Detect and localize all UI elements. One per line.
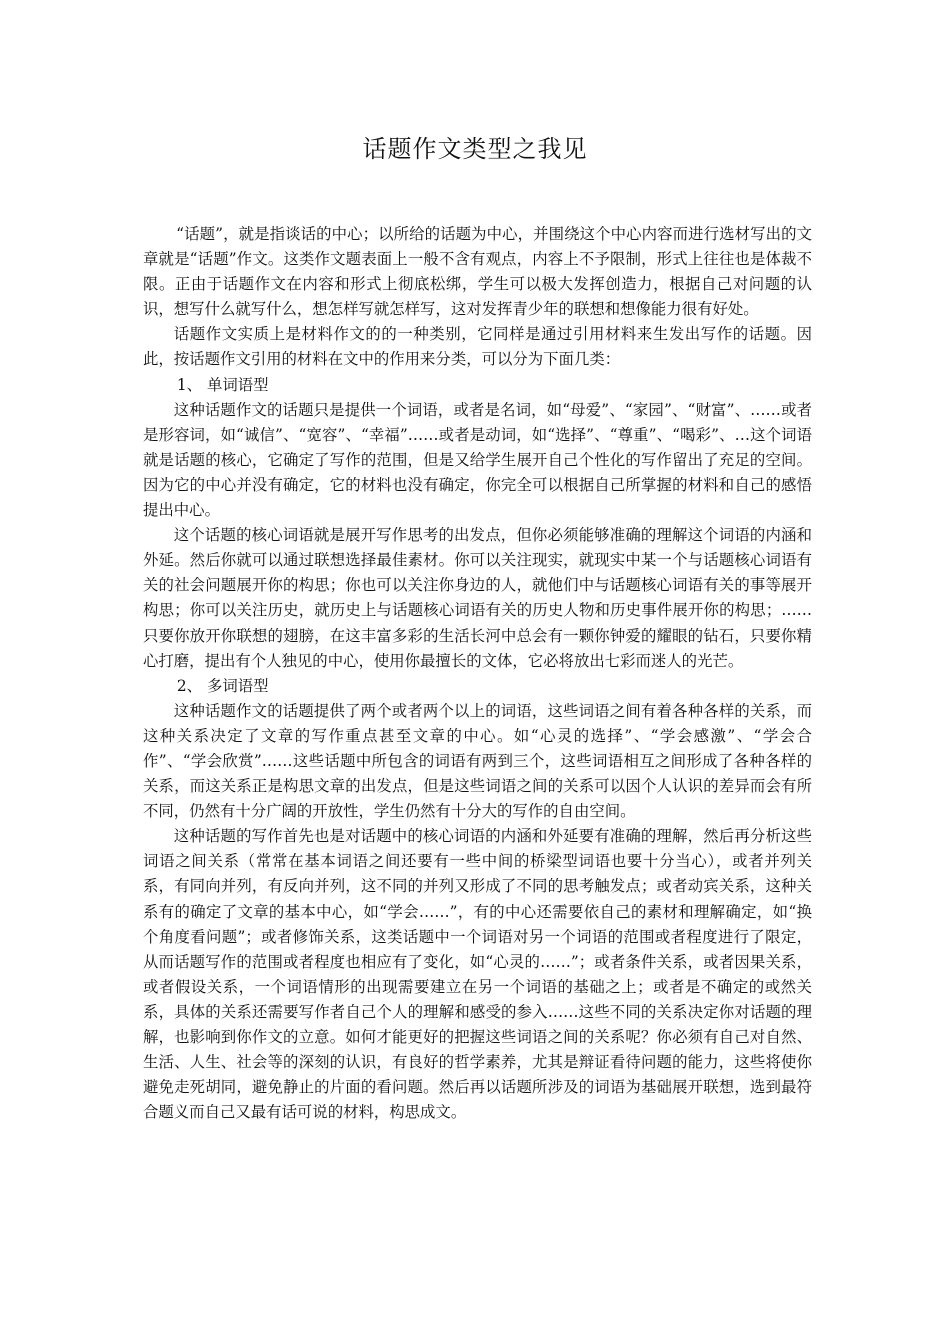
document-title: 话题作文类型之我见: [362, 135, 588, 163]
paragraph-intro: “话题”，就是指谈话的中心；以所给的话题为中心，并围绕这个中心内容而进行选材写出的文章就是“话题”作文。这类作文题表面上一般不含有观点，内容上不予限制，形式上往往也是体裁不限。正由于话题作文在内容和形式上彻底松绑，学生可以极大发挥创造力，根据自己对问题的认识，想写什么就写什么，想怎样写就怎样写，这对发挥青少年的联想和想像能力很有好处。: [143, 225, 812, 319]
paragraph-single-word-definition: 这种话题作文的话题只是提供一个词语，或者是名词，如“母爱”、“家园”、“财富”、……或者是形容词，如“诚信”、“宽容”、“幸福”……或者是动词，如“选择”、“尊重”、“喝彩”、…这个词语就是话题的核心，它确定了写作的范围，但是又给学生展开自己个性化的写作留出了充足的空间。因为它的中心并没有确定，它的材料也没有确定，你完全可以根据自己所掌握的材料和自己的感悟提出中心。: [143, 400, 812, 520]
paragraph-multi-word-method: 这种话题的写作首先也是对话题中的核心词语的内涵和外延要有准确的理解，然后再分析这些词语之间关系（常常在基本词语之间还要有一些中间的桥梁型词语也要十分当心），或者并列关系，有同向并列，有反向并列，这不同的并列又形成了不同的思考触发点；或者动宾关系，这种关系有的确定了文章的基本中心，如“学会……”，有的中心还需要依自己的素材和理解确定，如“换个角度看问题”；或者修饰关系，这类话题中一个词语对另一个词语的范围或者程度进行了限定，从而话题写作的范围或者程度也相应有了变化，如“心灵的……”；或者条件关系，或者因果关系，或者假设关系，一个词语情形的出现需要建立在另一个词语的基础之上；或者是不确定的或然关系，具体的关系还需要写作者自己个人的理解和感受的参入……这些不同的关系决定你对话题的理解，也影响到你作文的立意。如何才能更好的把握这些词语之间的关系呢？你必须有自己对自然、生活、人生、社会等的深刻的认识，有良好的哲学素养，尤其是辩证看待问题的能力，这些将使你避免走死胡同，避免静止的片面的看问题。然后再以话题所涉及的词语为基础展开联想，选到最符合题义而自己又最有话可说的材料，构思成文。: [143, 827, 812, 1122]
document-body: [143, 222, 812, 1125]
paragraph-single-word-method: 这个话题的核心词语就是展开写作思考的出发点，但你必须能够准确的理解这个词语的内涵和外延。然后你就可以通过联想选择最佳素材。你可以关注现实，就现实中某一个与话题核心词语有关的社会问题展开你的构思；你也可以关注你身边的人，就他们中与话题核心词语有关的事等展开构思；你可以关注历史，就历史上与话题核心词语有关的历史人物和历史事件展开你的构思；……只要你放开你联想的翅膀，在这丰富多彩的生活长河中总会有一颗你钟爱的耀眼的钻石，只要你精心打磨，提出有个人独见的中心，使用你最擅长的文体，它必将放出七彩而迷人的光芒。: [143, 526, 812, 670]
paragraph-multi-word-definition: 这种话题作文的话题提供了两个或者两个以上的词语，这些词语之间有着各种各样的关系，而这种关系决定了文章的写作重点甚至文章的中心。如“心灵的选择”、“学会感激”、“学会合作”、“学会欣赏”……这些话题中所包含的词语有两到三个，这些词语相互之间形成了各种各样的关系，而这关系正是构思文章的出发点，但是这些词语之间的关系可以因个人认识的差异而会有所不同，仍然有十分广阔的开放性，学生仍然有十分大的写作的自由空间。: [143, 701, 812, 821]
paragraph-classification: 话题作文实质上是材料作文的的一种类别，它同样是通过引用材料来生发出写作的话题。因此，按话题作文引用的材料在文中的作用来分类，可以分为下面几类：: [143, 325, 812, 369]
section-heading-multi-word: 2、 多词语型: [176, 676, 269, 695]
section-heading-single-word: 1、 单词语型: [176, 375, 269, 394]
